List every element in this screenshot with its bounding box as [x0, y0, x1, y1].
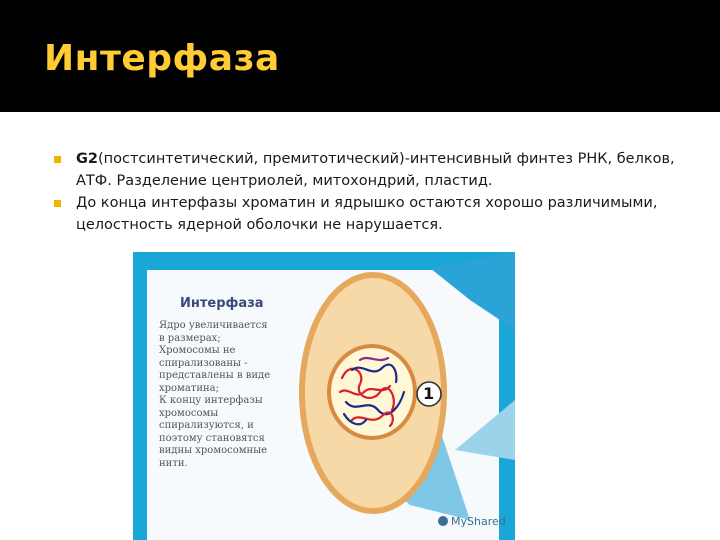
watermark — [438, 515, 506, 528]
bullet-text: (постсинтетический, премитотический)-интенсивный финтез РНК, белков, АТФ. Разделение центриолей, митохондрий, пластид. — [76, 151, 675, 189]
myshared-logo-icon — [438, 516, 448, 526]
figure-text — [159, 320, 289, 470]
figure-title: Интерфаза — [180, 296, 264, 311]
bullet-lead: G2 — [76, 151, 98, 167]
figure-line: в размерах; — [159, 332, 221, 344]
figure-line: хроматина; — [159, 382, 219, 394]
figure-line: хромосомы — [159, 407, 219, 419]
decor-wedge-right — [455, 400, 515, 460]
figure-line: видны хромосомные — [159, 445, 268, 456]
figure-number: 1 — [423, 384, 435, 403]
figure-line: спирализованы - — [159, 357, 248, 369]
figure-line: нити. — [159, 457, 188, 469]
figure-line: Ядро увеличивается — [159, 320, 268, 331]
slide-title: Интерфаза — [44, 38, 280, 79]
figure-line: поэтому становятся — [159, 432, 265, 444]
bullet-text: До конца интерфазы хроматин и ядрышко остаются хорошо различимыми, целостность ядерной оболочки не нарушается. — [76, 195, 658, 233]
figure-line: К концу интерфазы — [159, 395, 263, 406]
decor-wedge-top — [430, 252, 515, 330]
figure-line: спирализуются, и — [159, 420, 254, 431]
figure-line: Хромосомы не — [159, 345, 236, 356]
figure-line: представлены в виде — [159, 370, 271, 381]
watermark-text: MyShared — [451, 515, 506, 528]
